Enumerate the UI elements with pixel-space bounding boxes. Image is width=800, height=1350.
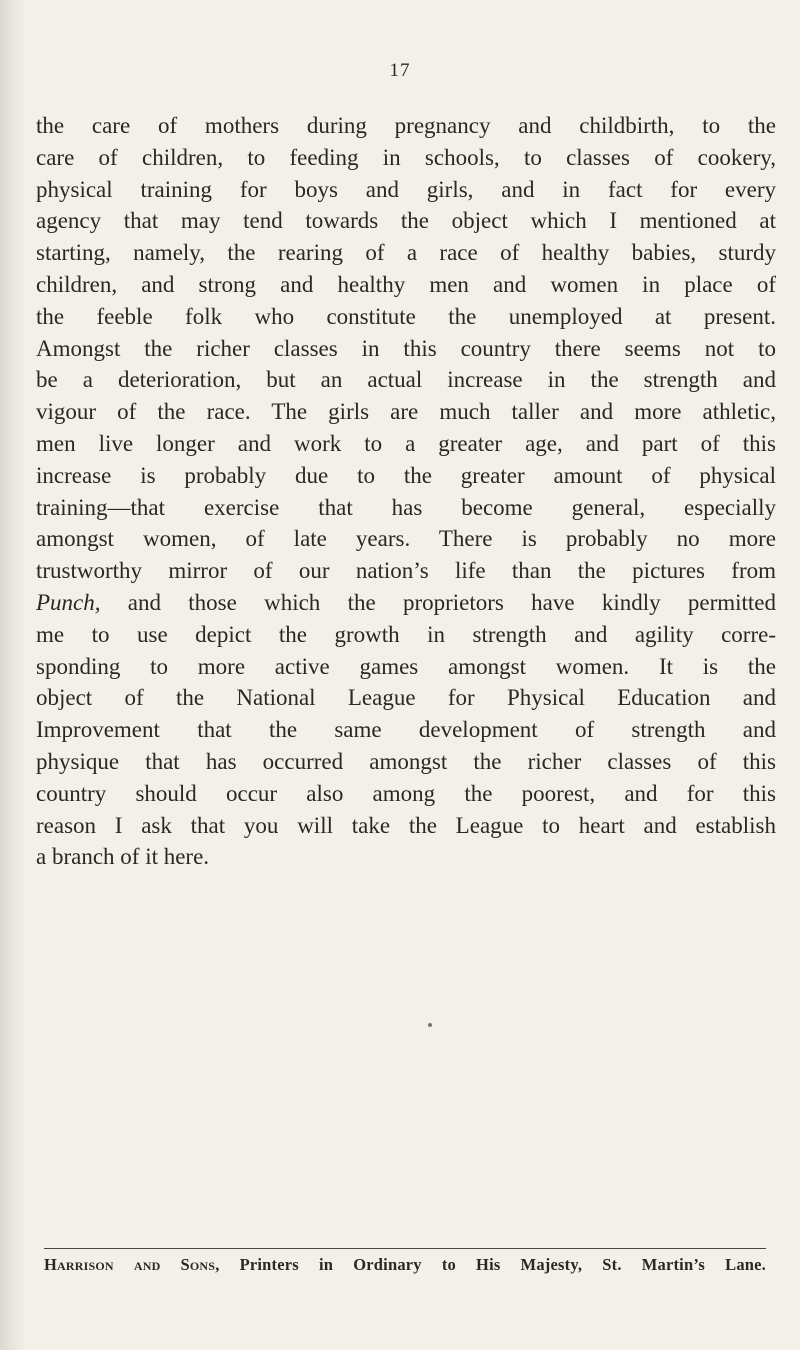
text-line: amongst women, of late years. There is probably no more (36, 526, 776, 552)
text-line: agency that may tend towards the object which I mentioned at (36, 208, 776, 234)
text-line: men live longer and work to a greater age, and part of this (36, 430, 776, 456)
text-line-last: a branch of it here. (36, 844, 210, 870)
text-line: sponding to more active games amongst women. It is the (36, 653, 776, 679)
text-line: the feeble folk who constitute the unemployed at present. (36, 303, 776, 329)
page-edge-shadow (0, 0, 26, 1350)
text-line: country should occur also among the poorest, and for this (36, 780, 776, 806)
body-paragraph (36, 110, 776, 873)
text-line: training—that exercise that has become general, especially (36, 494, 776, 520)
text-line: reason I ask that you will take the League to heart and establish (36, 812, 776, 838)
paper-speck (428, 1023, 432, 1027)
text-line-rest: and those which the proprietors have kindly permitted (127, 589, 776, 615)
text-line: children, and strong and healthy men and women in place of (36, 271, 776, 297)
imprint-rule (44, 1248, 766, 1249)
text-line: be a deterioration, but an actual increase in the strength and (36, 367, 776, 393)
text-line: care of children, to feeding in schools, to classes of cookery, (36, 144, 776, 170)
text-line: the care of mothers during pregnancy and childbirth, to the (36, 113, 776, 138)
printer-details: , Printers in Ordinary to His Majesty, St. Martin’s Lane. (215, 1255, 766, 1274)
text-line: object of the National League for Physical Education and (36, 685, 776, 711)
text-line-with-italic (36, 587, 776, 619)
text-line: Amongst the richer classes in this country there seems not to (36, 335, 776, 361)
printer-imprint (44, 1255, 766, 1275)
text-line: trustworthy mirror of our nation’s life than the pictures from (36, 558, 776, 584)
text-line: physical training for boys and girls, and in fact for every (36, 176, 776, 202)
text-line: physique that has occurred amongst the richer classes of this (36, 748, 776, 774)
text-line: Improvement that the same development of strength and (36, 717, 776, 743)
text-line: vigour of the race. The girls are much taller and more athletic, (36, 399, 776, 425)
text-line: starting, namely, the rearing of a race of healthy babies, sturdy (36, 240, 776, 266)
text-line: me to use depict the growth in strength and agility corre- (36, 621, 776, 647)
printer-name: Harrison and Sons (44, 1255, 216, 1274)
text-line: increase is probably due to the greater amount of physical (36, 462, 776, 488)
italic-publication-title: Punch, (36, 589, 101, 615)
page-number: 17 (389, 60, 411, 81)
